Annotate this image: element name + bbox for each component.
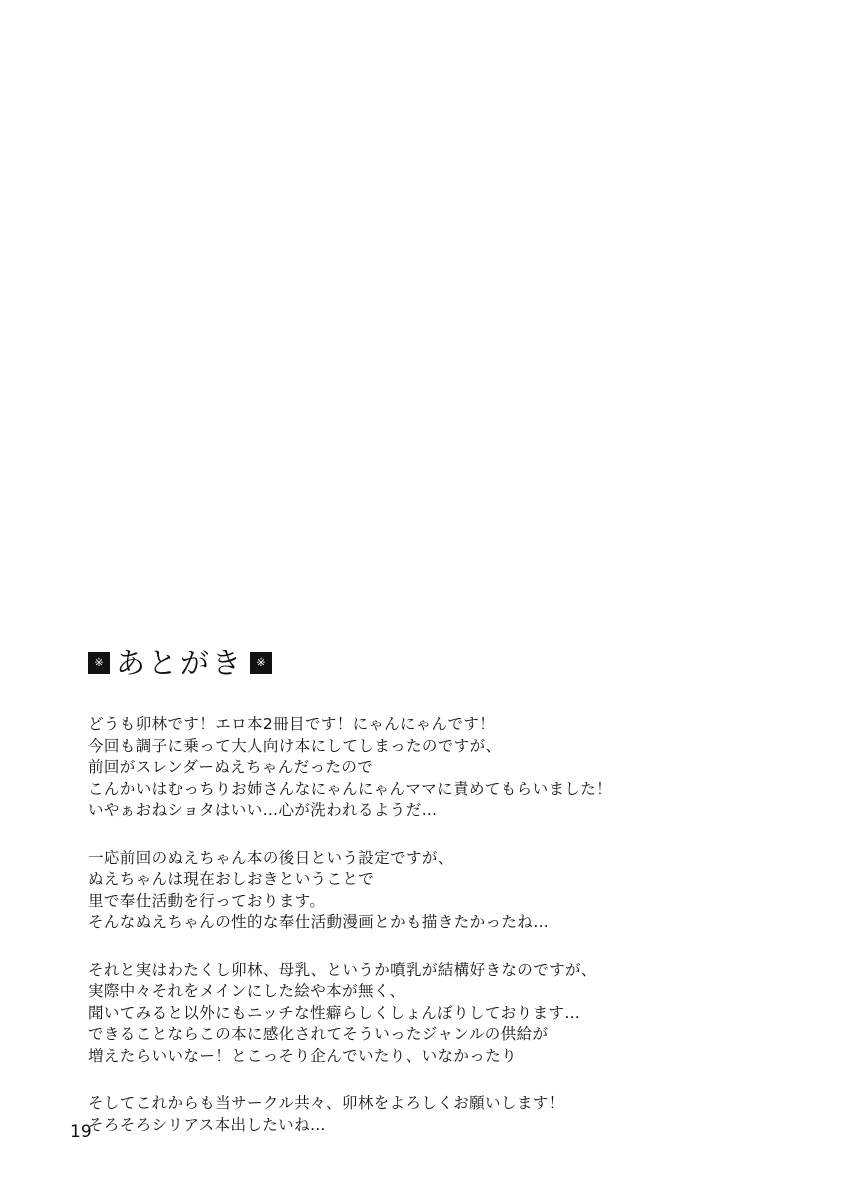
text-line: いやぁおねショタはいい…心が洗われるようだ… — [88, 801, 438, 819]
text-line: 聞いてみると以外にもニッチな性癖らしくしょんぼりしております… — [88, 1003, 581, 1022]
text-line: 実際中々それをメインにした絵や本が無く、 — [88, 982, 406, 1000]
ornament-left-icon: ※ — [88, 652, 110, 674]
paragraph — [88, 848, 768, 934]
page-title: あとがき — [116, 646, 245, 680]
text-line: そんなぬえちゃんの性的な奉仕活動漫画とかも描きたかったね… — [88, 913, 550, 931]
text-line: そしてこれからも当サークル共々、卯林をよろしくお願いします！ — [88, 1094, 565, 1112]
paragraph — [88, 960, 768, 1068]
text-line: 一応前回のぬえちゃん本の後日という設定ですが、 — [88, 848, 454, 867]
paragraph — [88, 714, 768, 822]
text-line: 増えたらいいなー！とこっそり企んでいたり、いなかったり — [88, 1046, 517, 1065]
afterword-heading — [88, 648, 272, 678]
text-line: 里で奉仕活動を行っております。 — [88, 891, 326, 910]
afterword-body — [88, 714, 768, 1136]
text-line: 今回も調子に乗って大人向け本にしてしまったのですが、 — [88, 736, 502, 755]
text-line: ぬえちゃんは現在おしおきということで — [88, 870, 375, 888]
text-line: どうも卯林です！エロ本2冊目です！にゃんにゃんです！ — [88, 715, 496, 733]
text-line: 前回がスレンダーぬえちゃんだったので — [88, 758, 374, 776]
page-number: 19 — [70, 1122, 92, 1142]
paragraph — [88, 1093, 768, 1136]
text-line: できることならこの本に感化されてそういったジャンルの供給が — [88, 1025, 549, 1043]
text-line: こんかいはむっちりお姉さんなにゃんにゃんママに責めてもらいました！ — [88, 779, 613, 798]
text-line: そろそろシリアス本出したいね… — [88, 1115, 326, 1134]
ornament-right-icon: ※ — [250, 652, 272, 674]
text-line: それと実はわたくし卯林、母乳、というか噴乳が結構好きなのですが、 — [88, 960, 597, 979]
